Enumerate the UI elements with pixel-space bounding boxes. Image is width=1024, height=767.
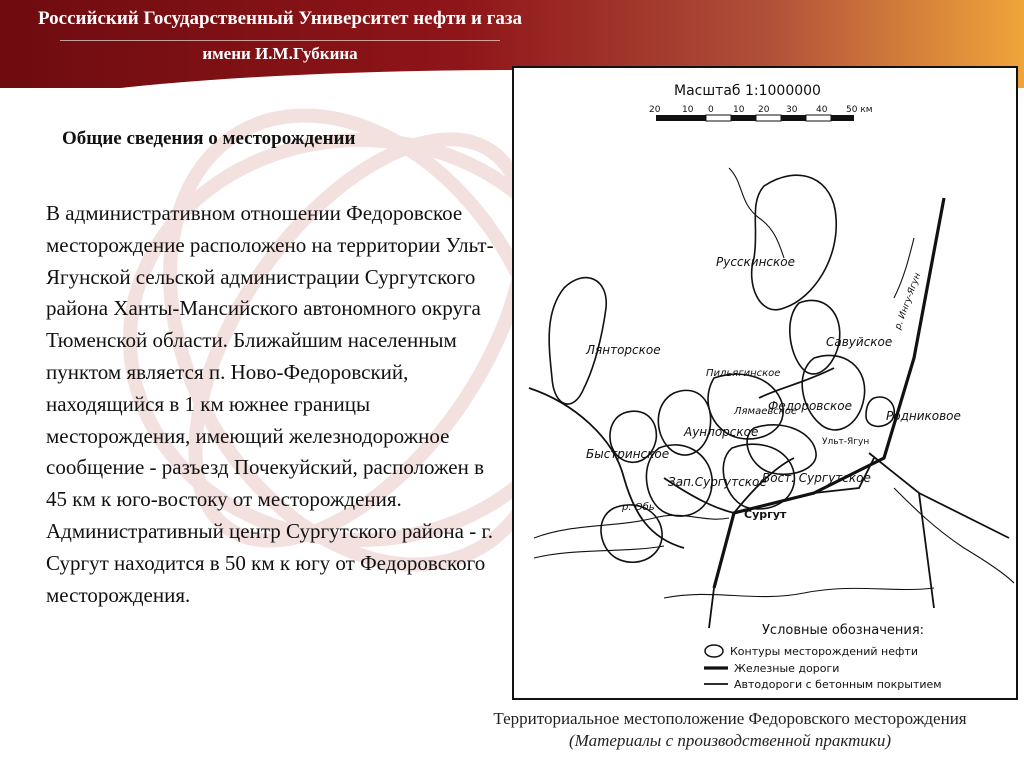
scale-tick-label: 30: [786, 105, 798, 115]
rivers: [534, 168, 1014, 598]
label-fedorovskoe: Федоровское: [768, 399, 852, 413]
label-ult-yagun: Ульт-Ягун: [822, 437, 870, 447]
label-lyantorskoe: Лянторское: [586, 343, 661, 357]
caption-title: Территориальное местоположение Федоровского месторождения: [493, 709, 967, 728]
label-bystrinskoe: Быстринское: [586, 447, 670, 461]
legend-item: Автодороги с бетонным покрытием: [734, 678, 942, 691]
legend-item: Железные дороги: [734, 662, 840, 675]
label-river-ob: р. Обь: [622, 502, 655, 513]
body-paragraph: В административном отношении Федоровское месторождение расположено на территории Ульт-Ягунской сельской администрации Сургутского района Ханты-Мансийского автономного округа Тюменской области. Ближайшим населенным пунктом является п. Ново-Федоровский, находящийся в 1 км южнее границы месторождения, имеющий железнодорожное сообщение - разъезд Почекуйский, расположен в 45 км к юго-востоку от месторождения. Административный центр Сургутского района - г. Сургут находится в 50 км к югу от Федоровского месторождения.: [46, 201, 494, 607]
legend-item: Контуры месторождений нефти: [730, 645, 918, 658]
map-drawing: [514, 68, 1016, 698]
header-university-subtitle: имени И.М.Губкина: [202, 44, 358, 63]
label-pilyalinskoe: Пильягинское: [706, 368, 781, 379]
label-lyaminskoe: Лямаевское: [734, 406, 798, 417]
header-divider: [60, 40, 500, 41]
scale-tick-label: 50 км: [846, 105, 873, 115]
scale-tick-label: 0: [708, 105, 714, 115]
map-caption: [440, 708, 1020, 752]
scale-tick-label: 20: [758, 105, 770, 115]
map-scale-title: Масштаб 1:1000000: [674, 83, 821, 99]
scale-tick-label: 10: [733, 105, 745, 115]
section-title: Общие сведения о месторождении: [62, 128, 356, 149]
legend-contour-symbol: [705, 645, 723, 657]
label-river-ingu-yagun: р. Ингу-Ягун: [893, 271, 924, 332]
header-university-name: Российский Государственный Университет нефти и газа: [38, 8, 522, 29]
scale-tick-label: 10: [682, 105, 694, 115]
label-zap-surgutskoe: Зап.Сургутское: [668, 475, 767, 489]
scale-tick-label: 20: [649, 105, 661, 115]
label-rodnikovoe: Родниковое: [886, 409, 961, 423]
scale-tick-label: 40: [816, 105, 828, 115]
scale-bar: [656, 115, 854, 121]
label-vost-surgutskoe: Вост. Сургутское: [762, 471, 871, 485]
caption-source: (Материалы с производственной практики): [568, 731, 892, 750]
label-aunlorskoe: Аунлорское: [684, 425, 759, 439]
location-map: [512, 66, 1018, 700]
label-russkinskoe: Русскинское: [716, 255, 795, 269]
label-surgut: Сургут: [744, 508, 787, 521]
label-savuyskoe: Савуйское: [826, 335, 893, 349]
legend-title: Условные обозначения:: [762, 623, 925, 638]
